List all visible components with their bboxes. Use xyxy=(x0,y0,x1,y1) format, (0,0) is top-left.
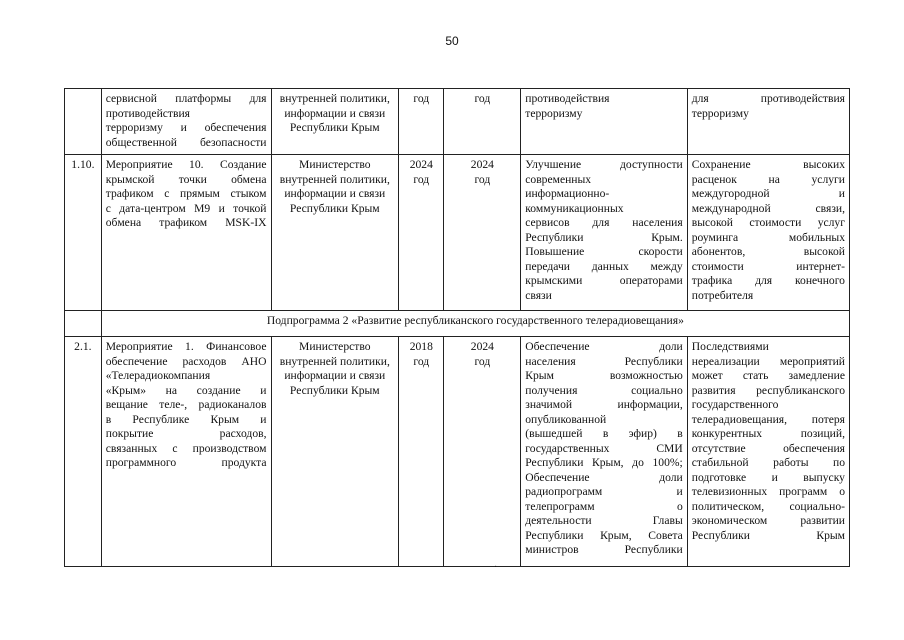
cell-consequences xyxy=(687,337,849,567)
cell-line: населения Республики xyxy=(525,354,683,368)
program-table xyxy=(64,88,850,567)
cell-line: информации и связи xyxy=(284,369,386,382)
cell-line: Республики Крым xyxy=(289,121,380,134)
cell-result xyxy=(521,155,688,311)
cell-line: трафиком с прямым стыком xyxy=(105,187,267,200)
cell-line: телепрограмм о xyxy=(525,499,683,513)
cell-line: Министерство xyxy=(299,340,371,353)
cell-line: подготовке и выпуску xyxy=(691,470,845,484)
cell-line: обеспечение расходов АНО xyxy=(105,354,267,368)
cell-line: телерадиовещания, потеря xyxy=(691,412,845,426)
cell-line: Министерство xyxy=(299,158,371,171)
cell-line: роуминга мобильных xyxy=(691,230,845,244)
cell-end-year xyxy=(444,155,521,311)
table-row-subprogram xyxy=(65,311,850,337)
cell-result xyxy=(521,89,688,155)
cell-line: Крым возможностью xyxy=(525,369,683,382)
cell-line: крымскими операторами xyxy=(525,274,683,287)
cell-line: год xyxy=(413,354,430,368)
cell-line: вещание теле-, радиоканалов xyxy=(105,398,267,411)
cell-line: Обеспечение доли xyxy=(525,340,683,353)
cell-line: развития республиканского xyxy=(691,383,845,397)
cell-line: Обеспечение доли xyxy=(525,470,683,484)
cell-line: сервисной платформы для xyxy=(105,92,267,105)
cell-line: радиопрограмм и xyxy=(525,485,683,498)
cell-line: Республики Крым xyxy=(289,201,380,215)
cell-line: Республики Крым. xyxy=(525,230,683,244)
cell-line: 2024 xyxy=(470,340,494,353)
cell-consequences xyxy=(687,155,849,311)
stray-mark: · xyxy=(494,562,498,573)
cell-line: Последствиями xyxy=(691,340,769,353)
cell-line: может стать замедление xyxy=(691,369,845,382)
cell-line: нереализации мероприятий xyxy=(691,354,845,368)
cell-line: министров Республики xyxy=(525,543,683,556)
page-number: 50 xyxy=(445,34,459,48)
cell-line: коммуникационных xyxy=(525,201,624,215)
cell-line: информации и связи xyxy=(284,187,386,200)
cell-line: год xyxy=(474,354,491,368)
cell-line: расценок на услуги xyxy=(691,172,845,186)
table-row-2-1 xyxy=(65,337,850,567)
cell-line: опубликованной xyxy=(525,412,607,426)
cell-line: терроризму xyxy=(691,106,749,120)
cell-line: Республики Крым xyxy=(691,528,845,542)
cell-number xyxy=(65,89,102,155)
cell-end-year xyxy=(444,337,521,567)
cell-line: 2024 xyxy=(470,158,494,171)
cell-responsible xyxy=(271,89,399,155)
cell-line: обмена трафиком MSK-IX xyxy=(105,216,267,229)
cell-line: сервисов для населения xyxy=(525,216,683,229)
cell-line: крымской точки обмена xyxy=(105,172,267,186)
cell-number: 2.1. xyxy=(65,337,102,567)
cell-line: стоимости интернет- xyxy=(691,259,845,273)
cell-line: трафика для конечного xyxy=(691,274,845,287)
cell-line: «Крым» на создание и xyxy=(105,383,267,397)
cell-line: Республики Крым, Совета xyxy=(525,528,683,542)
cell-line: государственного xyxy=(691,398,779,411)
cell-consequences xyxy=(687,89,849,155)
cell-start-year: год xyxy=(399,89,444,155)
cell-end-year: год xyxy=(444,89,521,155)
cell-line: связанных с производством xyxy=(105,441,267,455)
cell-start-year xyxy=(399,337,444,567)
cell-line: Мероприятие 10. Создание xyxy=(105,158,267,171)
cell-line: Улучшение доступности xyxy=(525,158,683,171)
cell-line: внутренней политики, xyxy=(279,354,390,368)
cell-line: современных xyxy=(525,172,592,186)
cell-line: конкурентных позиций, xyxy=(691,427,845,440)
cell-responsible xyxy=(271,155,399,311)
cell-line: 2024 xyxy=(409,158,433,171)
cell-line: для противодействия xyxy=(691,92,845,105)
cell-line: получения социально xyxy=(525,383,683,397)
cell-line: противодействия xyxy=(105,106,190,120)
cell-line: высокой стоимости услуг xyxy=(691,216,845,229)
cell-start-year xyxy=(399,155,444,311)
cell-line: внутренней политики, xyxy=(279,92,390,105)
cell-line: покрытие расходов, xyxy=(105,427,267,440)
cell-line: Республики Крым, до 100%; xyxy=(525,456,683,469)
cell-description xyxy=(101,89,271,155)
cell-line: деятельности Главы xyxy=(525,514,683,527)
subprogram-heading: Подпрограмма 2 «Развитие республиканского государственного телерадиовещания» xyxy=(101,311,849,337)
cell-line: терроризму и обеспечения xyxy=(105,121,267,134)
cell-line: с дата-центром М9 и точкой xyxy=(105,201,267,215)
table-row-continuation xyxy=(65,89,850,155)
cell-line: внутренней политики, xyxy=(279,172,390,186)
cell-line: связи xyxy=(525,288,552,302)
cell-line: 2018 xyxy=(409,340,433,353)
table-row-1-10 xyxy=(65,155,850,311)
cell-line: Республики Крым xyxy=(289,383,380,397)
cell-line: государственных СМИ xyxy=(525,441,683,455)
cell-line: информационно- xyxy=(525,187,610,200)
cell-empty xyxy=(65,311,102,337)
cell-line: международной связи, xyxy=(691,201,845,215)
cell-responsible xyxy=(271,337,399,567)
cell-line: терроризму xyxy=(525,106,583,120)
cell-line: «Телерадиокомпания xyxy=(105,369,211,382)
cell-line: междугородной и xyxy=(691,187,845,200)
cell-line: абонентов, высокой xyxy=(691,245,845,258)
cell-line: Мероприятие 1. Финансовое xyxy=(105,340,267,353)
cell-number: 1.10. xyxy=(65,155,102,311)
cell-line: (вышедшей в эфир) в xyxy=(525,427,683,440)
cell-result xyxy=(521,337,688,567)
cell-line: передачи данных между xyxy=(525,259,683,273)
cell-line: потребителя xyxy=(691,288,754,302)
cell-line: программного продукта xyxy=(105,456,267,469)
cell-line: информации и связи xyxy=(284,106,386,120)
cell-line: значимой информации, xyxy=(525,398,683,411)
cell-line: стабильной работы по xyxy=(691,456,845,469)
cell-line: общественной безопасности xyxy=(105,135,267,149)
cell-line: отсутствие обеспечения xyxy=(691,441,845,455)
cell-line: противодействия xyxy=(525,92,610,105)
cell-description xyxy=(101,155,271,311)
cell-line: телевизионных программ о xyxy=(691,485,845,498)
cell-line: Сохранение высоких xyxy=(691,158,845,171)
cell-line: Повышение скорости xyxy=(525,245,683,258)
cell-line: политическом, социально- xyxy=(691,499,845,513)
cell-line: в Республике Крым и xyxy=(105,412,267,426)
cell-line: год xyxy=(474,172,491,186)
cell-description xyxy=(101,337,271,567)
cell-line: экономическом развитии xyxy=(691,514,845,527)
cell-line: год xyxy=(413,172,430,186)
